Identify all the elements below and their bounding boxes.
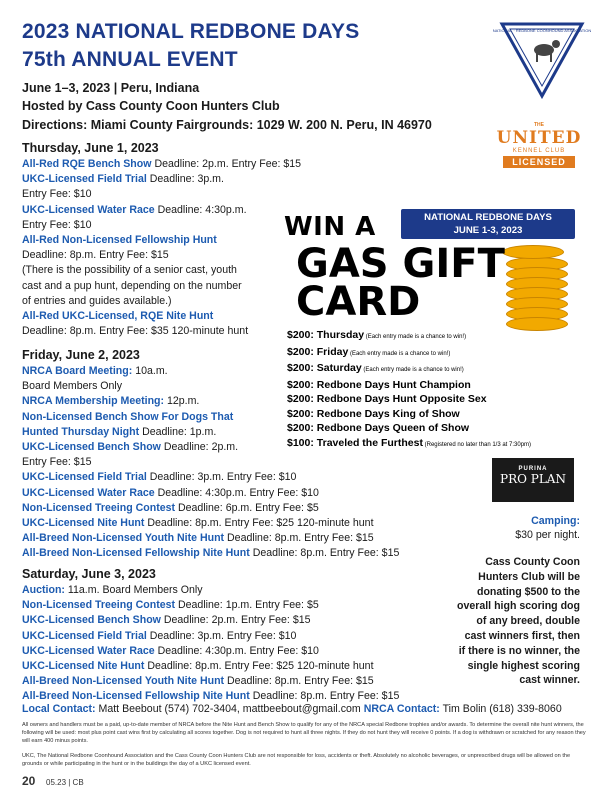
prize-note: (Each entry made is a chance to win!): [361, 367, 464, 373]
thursday-event-detail: (There is the possibility of a senior cast, youth: [22, 264, 237, 277]
purina-line: PRO PLAN: [500, 472, 566, 486]
friday-event-label: Hunted Thursday Night: [22, 425, 140, 438]
promo-banner-line1: NATIONAL REDBONE DAYS: [424, 212, 552, 223]
saturday-event-label: UKC-Licensed Bench Show: [22, 614, 161, 627]
donation-line: cast winners first, then: [464, 629, 580, 642]
prize-note: (Each entry made is a chance to win!): [364, 334, 467, 340]
saturday-event-detail: Deadline: 4:30p.m. Entry Fee: $10: [154, 644, 319, 657]
prize-list: [287, 328, 531, 452]
donation-line: if there is no winner, the: [458, 644, 580, 657]
friday-event-label: All-Breed Non-Licensed Fellowship Nite Hunt: [22, 547, 250, 560]
thursday-event-line: [22, 294, 301, 309]
donation-line: Cass County Coon: [485, 556, 580, 568]
prize-amount: $200: Redbone Days Queen of Show: [287, 422, 470, 434]
thursday-event-detail: Deadline: 3p.m.: [146, 173, 224, 186]
prize-item: [287, 392, 531, 407]
donation-line: of any breed, double: [476, 615, 580, 628]
saturday-event-label: UKC-Licensed Field Trial: [22, 629, 147, 642]
saturday-event-line: [22, 659, 399, 674]
prize-note: (Each entry made is a chance to win!): [348, 350, 451, 357]
promo-card: CARD: [296, 279, 421, 325]
friday-event-detail: Deadline: 3p.m. Entry Fee: $10: [146, 471, 297, 484]
thursday-heading: Thursday, June 1, 2023: [22, 141, 159, 155]
donation-notice: [430, 555, 580, 688]
saturday-event-label: Non-Licensed Treeing Contest: [22, 599, 176, 612]
friday-event-detail: 12p.m.: [164, 395, 200, 408]
donation-line: overall high scoring dog: [456, 600, 580, 613]
prize-note: (Registered no later than 1/3 at 7:30pm): [422, 441, 532, 448]
friday-event-label: UKC-Licensed Field Trial: [22, 471, 147, 484]
saturday-event-label: Auction:: [22, 584, 65, 596]
friday-event-detail: Deadline: 1p.m.: [139, 425, 217, 438]
issue-code: 05.23 | CB: [46, 778, 84, 787]
friday-event-label: UKC-Licensed Nite Hunt: [22, 517, 145, 530]
saturday-heading: Saturday, June 3, 2023: [22, 567, 156, 581]
promo-banner: [401, 209, 575, 239]
thursday-event-detail: Entry Fee: $10: [22, 218, 92, 231]
prize-item: [287, 407, 531, 422]
saturday-event-detail: Deadline: 3p.m. Entry Fee: $10: [146, 629, 297, 642]
prize-amount: $200: Friday: [287, 345, 349, 358]
thursday-event-detail: Deadline: 4:30p.m.: [154, 203, 247, 216]
saturday-event-line: [22, 644, 399, 659]
purina-logo: [492, 458, 574, 502]
saturday-event-detail: Deadline: 8p.m. Entry Fee: $25 120-minute hunt: [144, 660, 374, 673]
friday-event-label: Non-Licensed Treeing Contest: [22, 501, 176, 514]
camping-text: $30 per night.: [515, 529, 580, 541]
friday-event-detail: Deadline: 4:30p.m. Entry Fee: $10: [154, 486, 319, 499]
prize-amount: $100: Traveled the Furthest: [287, 436, 423, 449]
page-subtitle: 75th ANNUAL EVENT: [22, 48, 238, 71]
friday-heading: Friday, June 2, 2023: [22, 348, 140, 362]
ukc-united: UNITED: [496, 128, 582, 148]
donation-line: single highest scoring: [467, 659, 580, 672]
friday-event-line: [22, 486, 399, 501]
saturday-event-line: [22, 583, 399, 598]
friday-event-label: UKC-Licensed Bench Show: [22, 441, 161, 454]
donation-line: Hunters Club will be: [478, 570, 580, 583]
prize-amount: $200: Thursday: [287, 329, 365, 341]
thursday-event-line: [22, 248, 301, 263]
saturday-event-label: All-Breed Non-Licensed Fellowship Nite Hunt: [22, 690, 250, 703]
saturday-event-label: UKC-Licensed Nite Hunt: [22, 660, 145, 673]
page-footer: [22, 774, 84, 788]
friday-event-line: [22, 516, 399, 531]
saturday-event-detail: Deadline: 8p.m. Entry Fee: $15: [249, 690, 400, 703]
prize-item: [287, 328, 531, 345]
coin-stack-icon: [502, 245, 564, 259]
friday-event-label: NRCA Board Meeting:: [22, 365, 133, 377]
friday-event-detail: 10a.m.: [132, 365, 168, 377]
donation-line: cast winner.: [519, 674, 580, 687]
prize-item: [287, 345, 531, 362]
nrca-contact-text: Tim Bolin (618) 339-8060: [439, 703, 562, 715]
nrca-contact-label: NRCA Contact:: [363, 703, 440, 715]
thursday-event-label: All-Red Non-Licensed Fellowship Hunt: [22, 234, 217, 247]
prize-amount: $200: Redbone Days Hunt Champion: [287, 378, 471, 391]
thursday-event-line: [22, 233, 301, 248]
friday-event-detail: Entry Fee: $15: [22, 456, 92, 469]
ukc-licensed: LICENSED: [503, 156, 575, 168]
friday-event-detail: Deadline: 8p.m. Entry Fee: $25 120-minute hunt: [144, 517, 374, 530]
nrca-logo-text: NATIONAL · REDBONE COONHOUND ASSOCIATION: [492, 28, 592, 33]
friday-event-detail: Deadline: 8p.m. Entry Fee: $15: [224, 532, 374, 545]
friday-event-line: [22, 546, 399, 561]
camping-label: Camping:: [531, 515, 580, 527]
fine-print-liability: UKC, The National Redbone Coonhound Association and the Cass County Coon Hunters Club are not responsible for loss, accidents or theft. Absolutely no alcoholic beverages, or unprescribed drugs will be allowed on the grounds or while participating in the hunt or in the buildings the day of a UKC licensed event.: [22, 753, 571, 767]
thursday-event-label: UKC-Licensed Field Trial: [22, 173, 147, 186]
saturday-event-detail: Deadline: 1p.m. Entry Fee: $5: [175, 599, 319, 612]
friday-event-detail: Deadline: 2p.m.: [160, 441, 239, 454]
friday-event-line: [22, 501, 399, 516]
thursday-event-label: UKC-Licensed Water Race: [22, 203, 155, 216]
thursday-event-line: [22, 157, 301, 172]
thursday-event-line: [22, 172, 301, 187]
prize-item: [287, 421, 531, 436]
thursday-event-line: [22, 218, 301, 233]
thursday-event-line: [22, 324, 301, 339]
nrca-logo: [492, 22, 592, 98]
thursday-event-line: [22, 309, 301, 324]
friday-event-detail: Deadline: 6p.m. Entry Fee: $5: [175, 501, 319, 514]
prize-amount: $200: Redbone Days King of Show: [287, 407, 460, 420]
saturday-event-line: [22, 629, 399, 644]
saturday-event-detail: Deadline: 8p.m. Entry Fee: $15: [224, 675, 374, 688]
event-directions: Directions: Miami County Fairgrounds: 1029 W. 200 N. Peru, IN 46970: [22, 118, 432, 132]
friday-event-label: All-Breed Non-Licensed Youth Nite Hunt: [22, 532, 225, 545]
promo-win: WIN A: [284, 212, 376, 242]
camping-info: [480, 514, 580, 542]
promo-gas-gift: GAS GIFT: [296, 241, 505, 287]
saturday-event-label: All-Breed Non-Licensed Youth Nite Hunt: [22, 675, 225, 688]
saturday-section: [22, 567, 399, 705]
event-host: Hosted by Cass County Coon Hunters Club: [22, 99, 280, 113]
local-contact-label: Local Contact:: [22, 703, 96, 715]
local-contact-text: Matt Beebout (574) 702-3404, mattbeebout@gmail.com: [95, 703, 364, 715]
thursday-event-detail: Deadline: 2p.m. Entry Fee: $15: [151, 158, 302, 170]
saturday-event-line: [22, 674, 399, 689]
prize-item: [287, 436, 531, 453]
purina-brand: PURINA: [518, 466, 548, 472]
event-dates: June 1–3, 2023 | Peru, Indiana: [22, 81, 200, 95]
ukc-logo: [496, 122, 582, 184]
thursday-event-line: [22, 203, 301, 218]
contact-line: [22, 703, 562, 715]
thursday-section: [22, 141, 301, 339]
prize-item: [287, 361, 531, 378]
saturday-event-line: [22, 598, 399, 613]
thursday-event-line: [22, 263, 301, 278]
prize-item: [287, 378, 531, 393]
thursday-event-line: [22, 279, 301, 294]
friday-event-detail: Deadline: 8p.m. Entry Fee: $15: [249, 547, 400, 560]
friday-event-label: UKC-Licensed Water Race: [22, 486, 155, 499]
saturday-event-label: UKC-Licensed Water Race: [22, 644, 155, 657]
saturday-event-line: [22, 613, 399, 628]
thursday-event-detail: Deadline: 8p.m. Entry Fee: $15: [22, 249, 169, 262]
thursday-event-detail: Entry Fee: $10: [22, 188, 92, 201]
prize-amount: $200: Redbone Days Hunt Opposite Sex: [287, 393, 487, 405]
friday-event-label: Non-Licensed Bench Show For Dogs That: [22, 410, 234, 423]
thursday-event-detail: Deadline: 8p.m. Entry Fee: $35 120-minute hunt: [22, 325, 249, 338]
page-title: 2023 NATIONAL REDBONE DAYS: [22, 20, 360, 43]
friday-event-label: NRCA Membership Meeting:: [22, 395, 165, 408]
friday-event-line: [22, 531, 399, 546]
friday-event-line: [22, 470, 399, 485]
thursday-event-label: All-Red RQE Bench Show: [22, 158, 152, 170]
friday-event-detail: Board Members Only: [22, 380, 123, 393]
prize-amount: $200: Saturday: [287, 362, 362, 374]
donation-line: donating $500 to the: [476, 585, 580, 598]
saturday-event-detail: 11a.m. Board Members Only: [64, 584, 203, 596]
saturday-event-detail: Deadline: 2p.m. Entry Fee: $15: [160, 614, 311, 627]
promo-banner-line2: JUNE 1-3, 2023: [453, 225, 523, 236]
ukc-the: THE: [534, 122, 544, 128]
ukc-kennel-club: KENNEL CLUB: [512, 148, 566, 154]
fine-print-rules: All owners and handlers must be a paid, up-to-date member of NRCA before the Nite Hunt and Bench Show to qualify for any of the NRCA special Redbone trophies and/or awards. To determine the overall nite hunt winners, the following will be used: most plus point cast wins first by calculating all scores together. Dog is not required to hunt all three nights. If they do not hunt they will receive 0 points. If a dog is withdrawn or scratched for any reason they will earn 400 minus points.: [22, 722, 586, 744]
page-number: 20: [22, 774, 36, 788]
thursday-event-line: [22, 187, 301, 202]
thursday-event-label: All-Red UKC-Licensed, RQE Nite Hunt: [22, 310, 214, 323]
thursday-event-detail: of entries and guides available.): [22, 294, 172, 307]
thursday-event-detail: cast and a pup hunt, depending on the number: [22, 279, 242, 292]
